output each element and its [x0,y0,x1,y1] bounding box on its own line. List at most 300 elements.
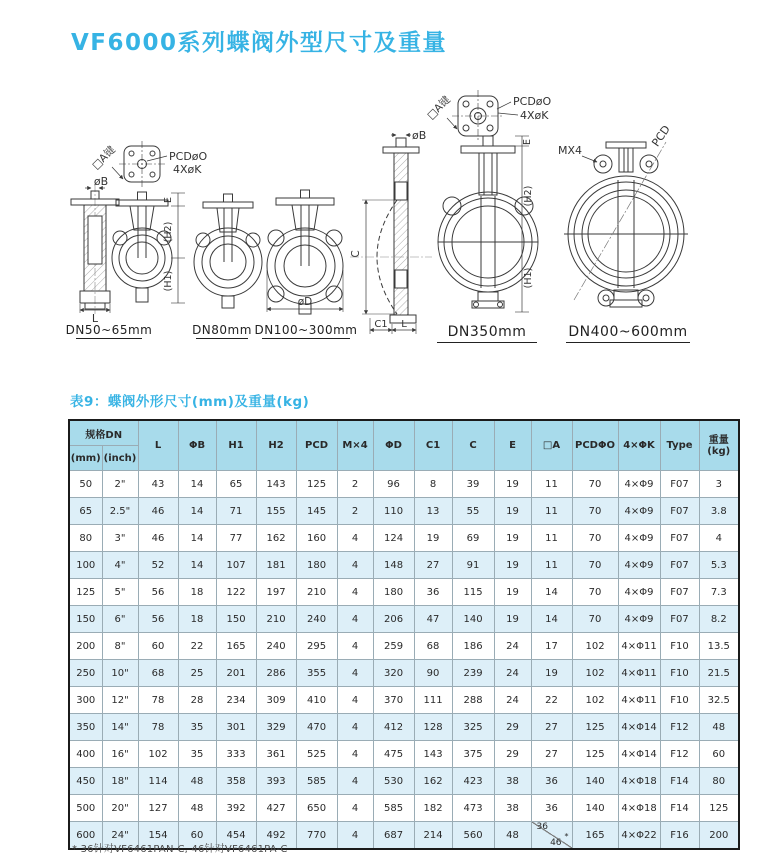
table-cell: 60 [178,822,216,850]
table-cell: 492 [256,822,296,850]
dim-label-e-1: E [163,196,174,204]
table-cell: 165 [216,633,256,660]
table-cell: 11 [531,471,572,498]
table-cell: F10 [660,660,699,687]
table-cell: 127 [138,795,178,822]
table-cell: 14 [178,552,216,579]
table-cell: 530 [373,768,414,795]
dim-label-h1-1: (H1) [163,270,174,292]
table-cell: 21.5 [699,660,739,687]
table-cell: 18 [178,579,216,606]
table-cell: 122 [216,579,256,606]
table-cell: 27 [531,741,572,768]
table-cell: 14" [102,714,138,741]
dim-label-c1: C1 [374,319,388,330]
table-cell: 125 [572,741,618,768]
table-cell: 35 [178,714,216,741]
table-cell: 50 [69,471,102,498]
col-header-weight [699,420,739,471]
table-cell: 36 [414,579,452,606]
table-cell: 200 [699,822,739,850]
table-cell: 148 [373,552,414,579]
table-cell: 4 [337,822,373,850]
table-cell: 2.5" [102,498,138,525]
table-cell: 65 [69,498,102,525]
table-cell: F14 [660,768,699,795]
table-cell: 361 [256,741,296,768]
table-cell: 18 [178,606,216,633]
table-cell: 295 [296,633,337,660]
table-cell: 259 [373,633,414,660]
table-cell: 210 [256,606,296,633]
table-cell: 770 [296,822,337,850]
table-cell: 2 [337,471,373,498]
table-cell: 46 [138,498,178,525]
table-cell: 48 [699,714,739,741]
valve-dn80-front-view-drawing [194,194,262,308]
table-cell: 4×Φ9 [618,498,660,525]
table-row [69,633,739,660]
col-header-mm: (mm) [69,446,102,471]
table-cell: 143 [414,741,452,768]
table-row [69,525,739,552]
table-cell: 180 [296,552,337,579]
col-header-c1: C1 [414,420,452,471]
dimension-table [68,419,740,850]
table-cell: 6" [102,606,138,633]
table-cell: 8 [414,471,452,498]
caption-dn100-300: DN100~300mm [254,323,358,337]
table-cell: 70 [572,471,618,498]
table-cell: 102 [138,741,178,768]
table-cell: 60 [699,741,739,768]
table-cell: 412 [373,714,414,741]
table-cell: 3" [102,525,138,552]
table-cell: 24 [494,687,531,714]
table-cell: 4 [337,660,373,687]
table-cell: 4 [337,633,373,660]
table-cell: 370 [373,687,414,714]
caption-dn400-600: DN400~600mm [568,324,688,340]
table-cell: 143 [256,471,296,498]
table-cell: 350 [69,714,102,741]
table-cell: F12 [660,741,699,768]
table-cell: 4×Φ9 [618,471,660,498]
table-cell: 470 [296,714,337,741]
table-cell: 4 [337,687,373,714]
table-cell: 423 [452,768,494,795]
dim-label-c: C [350,250,362,258]
table-cell: 125 [69,579,102,606]
table-cell: 250 [69,660,102,687]
valve-dn350-front-view-drawing [438,136,538,312]
col-header-l: L [138,420,178,471]
table-cell: 320 [373,660,414,687]
table-cell: 393 [256,768,296,795]
table-cell: 454 [216,822,256,850]
table-cell: 70 [572,552,618,579]
table-cell: 301 [216,714,256,741]
table-row [69,471,739,498]
table-cell: 427 [256,795,296,822]
table-cell: 28 [178,687,216,714]
table-cell: 4×Φ14 [618,741,660,768]
valve-dn50-side-view-drawing [71,175,119,325]
caption-dn50-65: DN50~65mm [65,323,153,337]
table-cell: 24" [102,822,138,850]
table-cell: 239 [452,660,494,687]
dim-label-h2-2: (H2) [523,185,534,207]
table-cell: 36 [531,795,572,822]
table-cell: 5.3 [699,552,739,579]
table-cell: 56 [138,606,178,633]
table-cell: 4 [337,606,373,633]
table-cell: 650 [296,795,337,822]
diagonal-split-cell: 36 46 * [532,822,572,848]
table-cell: 4 [337,741,373,768]
col-header-pcd-phio: PCDΦO [572,420,618,471]
table-cell: 80 [699,768,739,795]
table-cell: 4" [102,552,138,579]
table-cell: F07 [660,606,699,633]
table-cell: 90 [414,660,452,687]
table-cell: 329 [256,714,296,741]
table-cell: 288 [452,687,494,714]
table-cell: 56 [138,579,178,606]
table-cell: 4 [337,579,373,606]
valve-dn400-600-front-view-drawing [558,123,688,307]
table-cell: 140 [452,606,494,633]
table-cell: 78 [138,687,178,714]
table-cell: 24 [494,633,531,660]
table-cell: 43 [138,471,178,498]
table-cell: 10" [102,660,138,687]
table-cell: 128 [414,714,452,741]
table-cell: 102 [572,660,618,687]
table-cell: 400 [69,741,102,768]
valve-drawings [0,0,770,360]
dim-label-l-2: L [401,319,407,330]
col-header-inch: (inch) [102,446,138,471]
table-cell: 38 [494,768,531,795]
table-cell: 19 [494,552,531,579]
table-cell: 309 [256,687,296,714]
dim-label-h1-2: (H1) [523,267,534,289]
table-cell: 46 [138,525,178,552]
table-cell: 375 [452,741,494,768]
table-cell: 325 [452,714,494,741]
table-cell: 115 [452,579,494,606]
table-cell: 165 [572,822,618,850]
table-cell: 150 [69,606,102,633]
table-cell: 7.3 [699,579,739,606]
table-cell: 155 [256,498,296,525]
table-cell: 200 [69,633,102,660]
table-cell: 102 [572,633,618,660]
table-cell: 197 [256,579,296,606]
table-cell: 18" [102,768,138,795]
table-cell: F16 [660,822,699,850]
col-header-square-a: □A [531,420,572,471]
table-cell: 24 [494,660,531,687]
table-title: 表9：蝶阀外形尺寸(mm)及重量(kg) [70,394,310,410]
table-cell: 32.5 [699,687,739,714]
dim-label-mx4: MX4 [558,144,583,157]
page-title: VF6000系列蝶阀外型尺寸及重量 [71,30,448,56]
table-cell: 17 [531,633,572,660]
table-cell: 124 [373,525,414,552]
table-cell: 4×Φ9 [618,579,660,606]
table-cell: 4×Φ22 [618,822,660,850]
table-cell: 4×Φ18 [618,768,660,795]
table-cell: 52 [138,552,178,579]
table-cell: 19 [494,525,531,552]
table-cell: 140 [572,795,618,822]
table-cell: 48 [178,768,216,795]
table-cell: 154 [138,822,178,850]
col-header-e: E [494,420,531,471]
table-cell: 20" [102,795,138,822]
table-cell: 11 [531,498,572,525]
table-header [69,420,739,471]
table-cell: 102 [572,687,618,714]
dim-label-4xok-2: 4XøK [520,109,549,122]
table-cell: 100 [69,552,102,579]
table-cell: 96 [373,471,414,498]
table-cell: 48 [494,822,531,850]
table-cell: 29 [494,741,531,768]
table-cell: 114 [138,768,178,795]
dim-label-square-a-1: □A键 [89,143,118,172]
caption-dn350: DN350mm [447,324,527,340]
table-cell: 13 [414,498,452,525]
col-header-type: Type [660,420,699,471]
table-cell: 125 [699,795,739,822]
footnote: * 36针对VF6461PAN-C, 46针对VF6461PA-C [72,844,288,855]
table-cell: 4×Φ14 [618,714,660,741]
table-cell: 240 [296,606,337,633]
table-cell: 14 [531,579,572,606]
table-cell: 110 [373,498,414,525]
table-cell: 2 [337,498,373,525]
table-cell: 3 [699,471,739,498]
table-cell: 150 [216,606,256,633]
col-header-spec-dn: 规格DN [69,420,138,446]
table-cell: 160 [296,525,337,552]
dim-label-pcd: PCD [649,122,673,150]
table-cell: 70 [572,498,618,525]
table-cell: 214 [414,822,452,850]
table-cell: 111 [414,687,452,714]
table-cell: 68 [138,660,178,687]
table-cell: 19 [494,498,531,525]
table-cell: 4×Φ9 [618,525,660,552]
table-cell: 2" [102,471,138,498]
table-cell: 240 [256,633,296,660]
table-cell: 78 [138,714,178,741]
table-cell: F10 [660,633,699,660]
table-cell: 473 [452,795,494,822]
table-cell: 19 [494,606,531,633]
caption-dn80: DN80mm [192,323,252,337]
table-cell: 19 [494,579,531,606]
table-cell: 60 [138,633,178,660]
dim-label-l-1: L [91,312,99,325]
table-cell: 91 [452,552,494,579]
table-cell: 69 [452,525,494,552]
table-cell: 12" [102,687,138,714]
table-cell: F07 [660,579,699,606]
table-cell: 70 [572,525,618,552]
table-cell: 107 [216,552,256,579]
table-cell: 4 [337,552,373,579]
dim-label-square-a-2: □A键 [424,93,453,122]
table-row [69,606,739,633]
table-cell: 181 [256,552,296,579]
table-cell: 234 [216,687,256,714]
table-cell: 19 [531,660,572,687]
table-row [69,552,739,579]
table-cell: 48 [178,795,216,822]
table-cell: 4 [337,525,373,552]
table-cell: 39 [452,471,494,498]
col-header-c: C [452,420,494,471]
table-cell: 145 [296,498,337,525]
table-cell: 4×Φ9 [618,606,660,633]
table-cell: 25 [178,660,216,687]
table-cell: 180 [373,579,414,606]
table-cell: F07 [660,525,699,552]
dim-label-e-2: E [522,138,533,146]
valve-disc-side-view-drawing [350,129,432,334]
table-cell: 286 [256,660,296,687]
table-cell: F07 [660,552,699,579]
table-cell: 19 [414,525,452,552]
dim-label-h2-1: (H2) [163,221,174,243]
table-body [69,471,739,850]
table-cell: 355 [296,660,337,687]
table-row [69,498,739,525]
table-cell: 68 [414,633,452,660]
dim-label-pcdo-2: PCDøO [513,95,552,108]
table-cell: 4×Φ18 [618,795,660,822]
table-cell: 19 [494,471,531,498]
table-cell: 186 [452,633,494,660]
dim-label-4xok-1: 4XøK [173,163,202,176]
table-cell: F12 [660,714,699,741]
table-cell: 500 [69,795,102,822]
table-cell: 162 [414,768,452,795]
table-cell: F14 [660,795,699,822]
table-cell: 14 [178,525,216,552]
col-header-h1: H1 [216,420,256,471]
table-cell: 585 [373,795,414,822]
table-cell: 201 [216,660,256,687]
valve-dn50-front-view-drawing [112,192,185,303]
table-cell: 5" [102,579,138,606]
table-cell: 55 [452,498,494,525]
table-cell: 70 [572,579,618,606]
table-cell: 70 [572,606,618,633]
table-cell: 300 [69,687,102,714]
table-cell: 585 [296,768,337,795]
dim-label-phib-1: øB [93,175,109,188]
valve-dn100-300-front-view-drawing [267,190,343,314]
table-cell: 29 [494,714,531,741]
col-header-mx4: M×4 [337,420,373,471]
table-cell: 8.2 [699,606,739,633]
table-row [69,687,739,714]
table-cell: 410 [296,687,337,714]
table-cell: 77 [216,525,256,552]
table-cell: 358 [216,768,256,795]
table-cell: 4 [337,795,373,822]
valve-dn350-top-pad-drawing [424,90,551,142]
table-cell: 182 [414,795,452,822]
table-cell: 27 [414,552,452,579]
table-cell: 22 [178,633,216,660]
table-cell: 4 [699,525,739,552]
table-cell: 65 [216,471,256,498]
table-row [69,768,739,795]
table-cell: 392 [216,795,256,822]
table-cell: 16" [102,741,138,768]
col-header-phid: ΦD [373,420,414,471]
table-row [69,795,739,822]
table-row [69,579,739,606]
table-cell: 27 [531,714,572,741]
table-cell: 47 [414,606,452,633]
table-cell: F07 [660,471,699,498]
table-cell: 4×Φ11 [618,633,660,660]
col-header-phib: ΦB [178,420,216,471]
table-cell: 600 [69,822,102,850]
table-cell: 14 [178,498,216,525]
table-cell: 80 [69,525,102,552]
table-cell: 125 [296,471,337,498]
table-cell: 4×Φ9 [618,552,660,579]
table-cell: 8" [102,633,138,660]
table-cell: 210 [296,579,337,606]
table-cell: 38 [494,795,531,822]
table-cell: 11 [531,552,572,579]
table-row [69,660,739,687]
table-cell: F10 [660,687,699,714]
col-header-pcd: PCD [296,420,337,471]
table-cell: 11 [531,525,572,552]
table-cell: 4 [337,768,373,795]
table-cell: 22 [531,687,572,714]
table-cell: 475 [373,741,414,768]
table-cell: 450 [69,768,102,795]
table-cell: 206 [373,606,414,633]
dim-label-pcdo-1: PCDøO [169,150,208,163]
table-cell: 560 [452,822,494,850]
table-cell: F07 [660,498,699,525]
table-cell: 35 [178,741,216,768]
table-cell: 687 [373,822,414,850]
table-cell: 3.8 [699,498,739,525]
table-cell: 4×Φ11 [618,687,660,714]
table-cell: 13.5 [699,633,739,660]
table-cell: 140 [572,768,618,795]
col-header-4x-phik: 4×ΦK [618,420,660,471]
table-cell: 71 [216,498,256,525]
table-cell: 14 [531,606,572,633]
table-cell: 525 [296,741,337,768]
table-row [69,714,739,741]
table-cell: 125 [572,714,618,741]
